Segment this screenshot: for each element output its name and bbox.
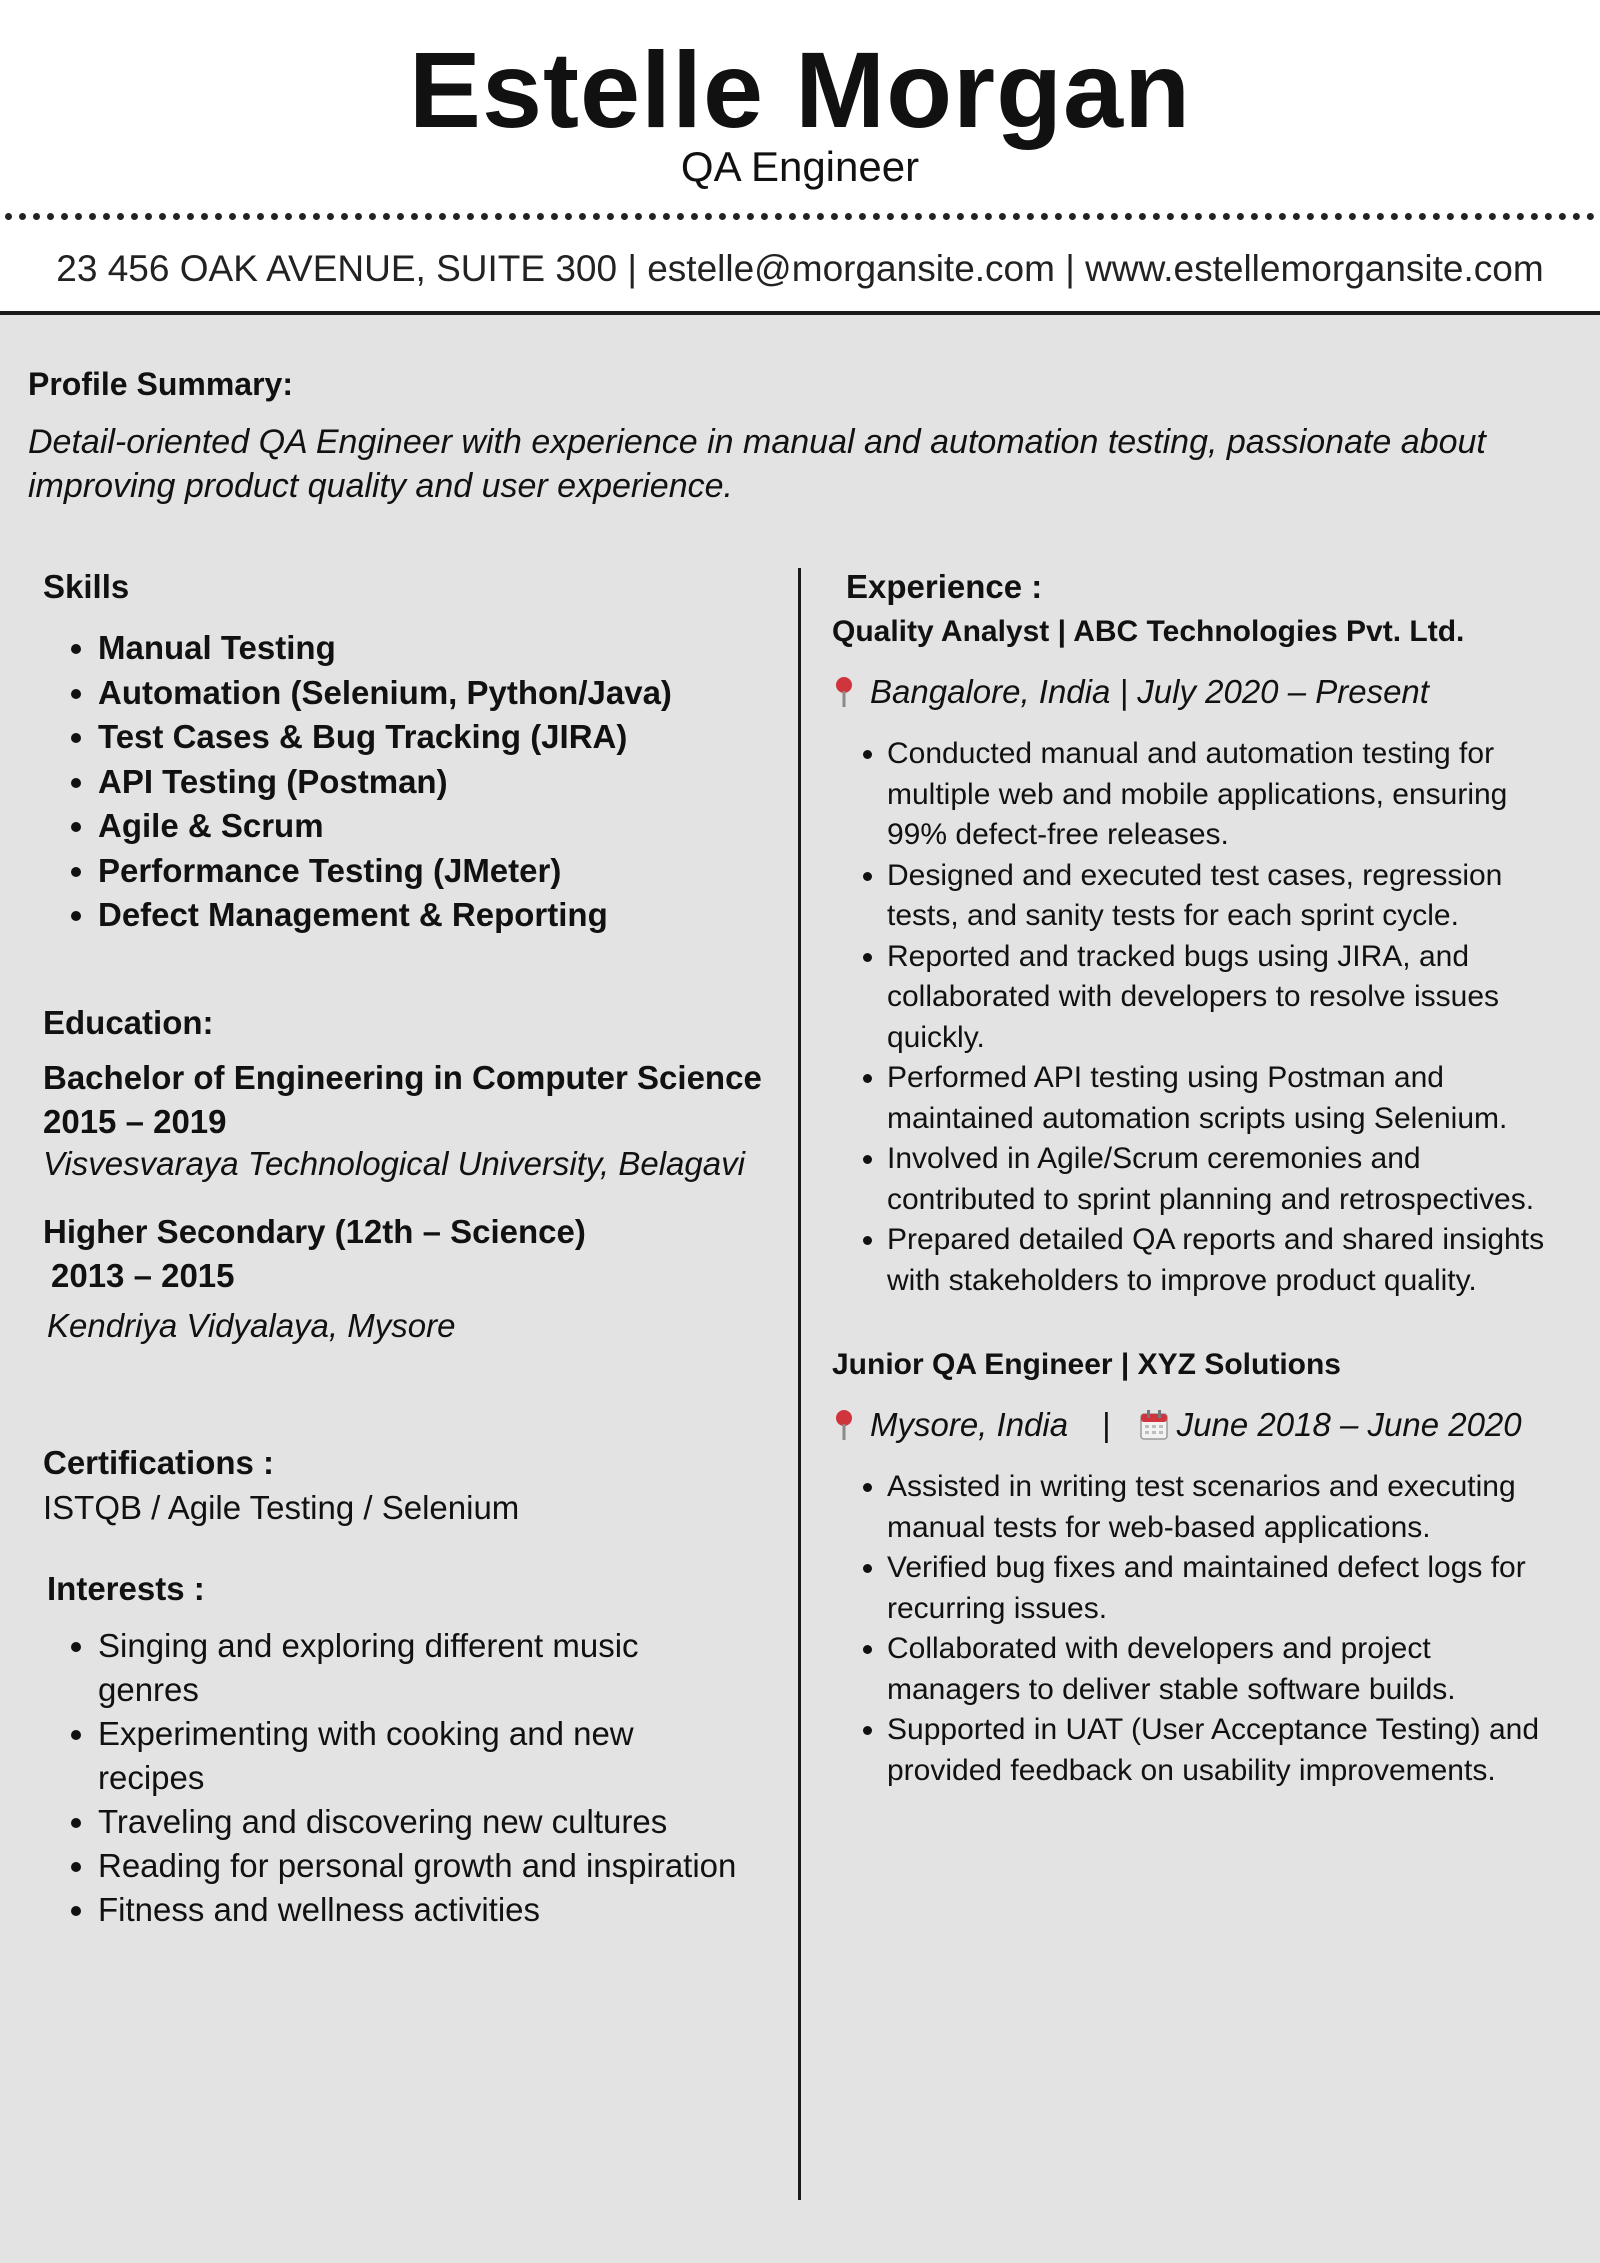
degree-name: Higher Secondary (12th – Science) bbox=[43, 1212, 586, 1250]
duty-item: • Collaborated with developers and project managers to deliver stable software builds. bbox=[887, 1629, 1572, 1710]
location-pin-icon bbox=[832, 1408, 856, 1442]
job-location-dates: Bangalore, India | July 2020 – Present bbox=[870, 673, 1429, 710]
degree-years: 2015 – 2019 bbox=[43, 1102, 227, 1140]
skill-item: • Defect Management & Reporting bbox=[98, 893, 783, 938]
degree-years: 2013 – 2015 bbox=[51, 1256, 235, 1294]
job-location: Mysore, India bbox=[870, 1406, 1069, 1443]
education-entry bbox=[43, 1056, 783, 1184]
job-entry bbox=[832, 612, 1572, 1301]
skill-item: • Agile & Scrum bbox=[98, 804, 783, 849]
job-dates: June 2018 – June 2020 bbox=[1176, 1406, 1522, 1443]
certifications-text: ISTQB / Agile Testing / Selenium bbox=[43, 1488, 520, 1526]
location-pin-icon bbox=[832, 675, 856, 709]
resume-header bbox=[0, 0, 1600, 315]
column-divider bbox=[798, 568, 801, 2200]
education-school: Visvesvaraya Technological University, Belagavi bbox=[43, 1144, 745, 1182]
duty-item: • Verified bug fixes and maintained defect logs for recurring issues. bbox=[887, 1548, 1572, 1629]
duty-item: • Involved in Agile/Scrum ceremonies and contributed to sprint planning and retrospectives. bbox=[887, 1139, 1572, 1220]
education-entry bbox=[43, 1210, 783, 1346]
skills-title: Skills bbox=[43, 568, 130, 605]
education-title: Education: bbox=[43, 1003, 214, 1041]
right-column bbox=[832, 564, 1572, 1791]
job-duties bbox=[832, 1467, 1572, 1791]
contact-line: 23 456 OAK AVENUE, SUITE 300 | estelle@morgansite.com | www.estellemorgansite.com bbox=[56, 248, 1544, 289]
skills-list bbox=[43, 626, 783, 938]
interest-item: • Singing and exploring different music genres bbox=[98, 1624, 783, 1712]
job-title: Quality Analyst | ABC Technologies Pvt. Ltd. bbox=[832, 615, 1465, 648]
candidate-role: QA Engineer bbox=[680, 143, 920, 190]
interest-item: • Experimenting with cooking and new recipes bbox=[98, 1712, 783, 1800]
education-degree bbox=[43, 1210, 783, 1298]
job-entry bbox=[832, 1345, 1572, 1791]
duty-item: • Reported and tracked bugs using JIRA, and collaborated with developers to resolve issues quickly. bbox=[887, 937, 1572, 1059]
skill-item: • Test Cases & Bug Tracking (JIRA) bbox=[98, 715, 783, 760]
profile-summary-title: Profile Summary: bbox=[28, 366, 293, 402]
duty-item: • Prepared detailed QA reports and shared insights with stakeholders to improve product quality. bbox=[887, 1220, 1572, 1301]
duty-item: • Designed and executed test cases, regression tests, and sanity tests for each sprint cycle. bbox=[887, 856, 1572, 937]
job-meta bbox=[832, 670, 1572, 714]
meta-separator: | bbox=[1102, 1406, 1111, 1443]
job-duties bbox=[832, 734, 1572, 1301]
job-meta bbox=[832, 1403, 1572, 1447]
certifications-title: Certifications : bbox=[43, 1443, 275, 1481]
interests-title: Interests : bbox=[47, 1569, 205, 1607]
interest-item: • Traveling and discovering new cultures bbox=[98, 1800, 783, 1844]
skill-item: • Performance Testing (JMeter) bbox=[98, 849, 783, 894]
dotted-divider bbox=[5, 213, 1595, 220]
candidate-name: Estelle Morgan bbox=[408, 29, 1192, 150]
education-degree bbox=[43, 1056, 783, 1144]
duty-item: • Assisted in writing test scenarios and executing manual tests for web-based applications. bbox=[887, 1467, 1572, 1548]
profile-summary-text: Detail-oriented QA Engineer with experience in manual and automation testing, passionate about improving product quality and user experience. bbox=[28, 423, 1486, 505]
degree-name: Bachelor of Engineering in Computer Science bbox=[43, 1058, 762, 1096]
skill-item: • API Testing (Postman) bbox=[98, 760, 783, 805]
duty-item: • Performed API testing using Postman and maintained automation scripts using Selenium. bbox=[887, 1058, 1572, 1139]
duty-item: • Conducted manual and automation testing for multiple web and mobile applications, ensuring 99% defect-free releases. bbox=[887, 734, 1572, 856]
duty-item: • Supported in UAT (User Acceptance Testing) and provided feedback on usability improvements. bbox=[887, 1710, 1572, 1791]
skill-item: • Manual Testing bbox=[98, 626, 783, 671]
job-title: Junior QA Engineer | XYZ Solutions bbox=[832, 1348, 1341, 1381]
calendar-icon bbox=[1139, 1409, 1169, 1441]
experience-title: Experience : bbox=[846, 568, 1043, 605]
education-school: Kendriya Vidyalaya, Mysore bbox=[47, 1306, 456, 1344]
interest-item: • Fitness and wellness activities bbox=[98, 1888, 783, 1932]
left-column bbox=[43, 564, 783, 1932]
interests-list bbox=[43, 1624, 783, 1932]
skill-item: • Automation (Selenium, Python/Java) bbox=[98, 671, 783, 716]
interest-item: • Reading for personal growth and inspiration bbox=[98, 1844, 783, 1888]
